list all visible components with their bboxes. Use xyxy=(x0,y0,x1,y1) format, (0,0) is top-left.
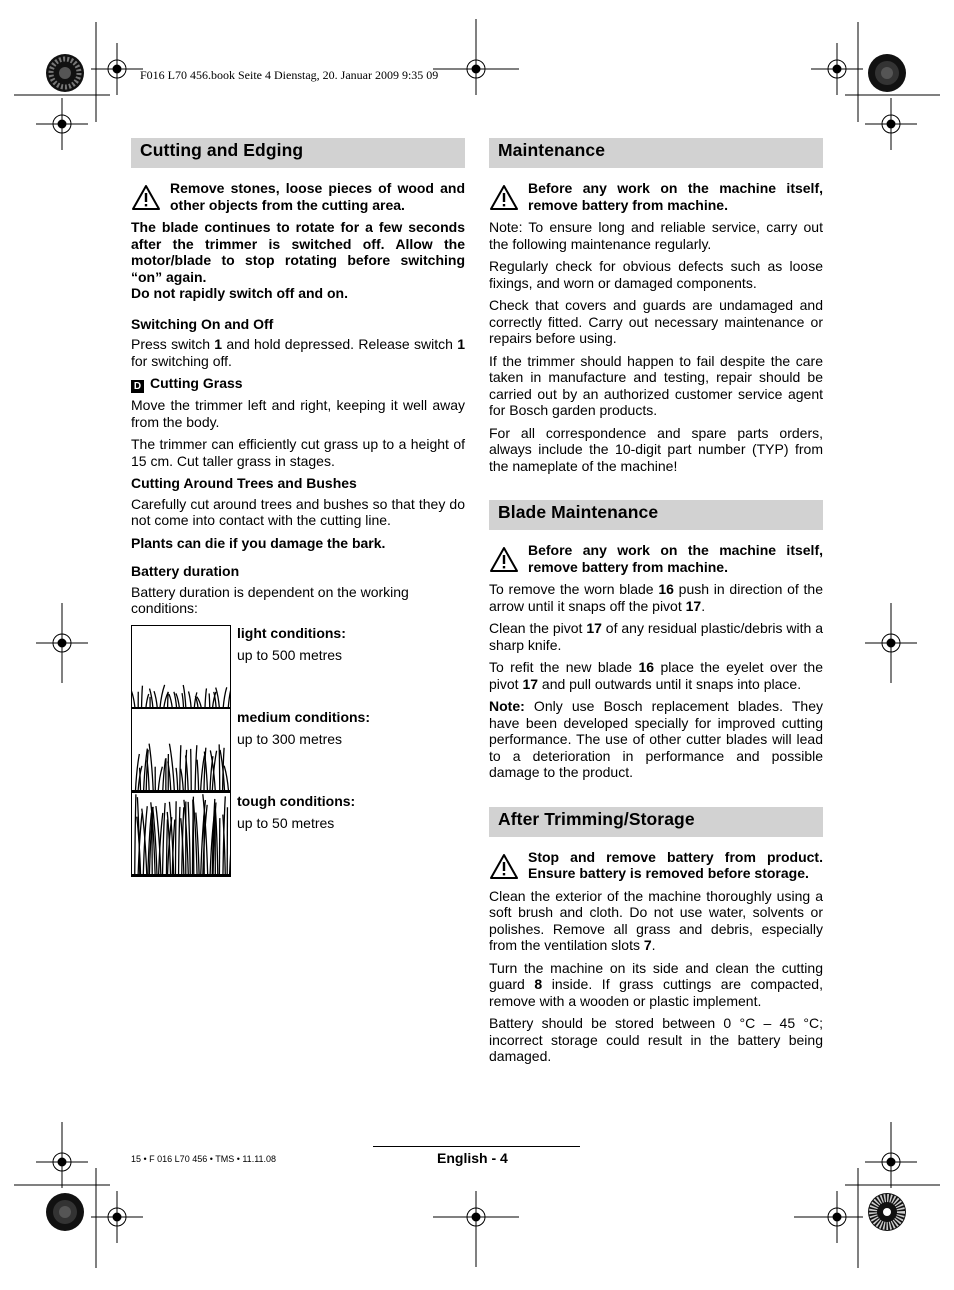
section-heading-blade-maintenance: Blade Maintenance xyxy=(489,500,823,530)
subheading-cutting-grass: D Cutting Grass xyxy=(131,375,465,393)
grass-blade xyxy=(182,693,183,708)
medium-grass-illustration xyxy=(131,709,231,793)
grass-blade xyxy=(223,687,227,708)
left-column xyxy=(131,138,465,877)
warning-text: Remove stones, loose pieces of wood and other objects from the cutting area. xyxy=(170,180,465,213)
trees-text: Carefully cut around trees and bushes so that they do not come into contact with the cutting line. xyxy=(131,495,465,528)
blade-text-3: To refit the new blade 16 place the eyelet over the pivot 17 and pull outwards until it snaps into place. xyxy=(489,659,823,692)
figure-badge: D xyxy=(131,380,144,393)
warning-text: Stop and remove battery from product. Ensure battery is removed before storage. xyxy=(528,848,823,881)
grass-blade xyxy=(163,758,166,790)
light-grass-illustration xyxy=(131,625,231,709)
warning-block xyxy=(489,180,823,213)
blade-note: Note: Only use Bosch replacement blades. They have been developed specially for improved cutting performance. The use of other cutter blades will lead to a deterioration in performance and possible damage to the product. xyxy=(489,698,823,780)
switching-text: Press switch 1 and hold depressed. Release switch 1 for switching off. xyxy=(131,336,465,369)
section-heading-storage: After Trimming/Storage xyxy=(489,807,823,837)
blade-text-1: To remove the worn blade 16 push in direction of the arrow until it snaps off the pivot 17. xyxy=(489,581,823,614)
grass-blade xyxy=(209,693,210,708)
grass-blade xyxy=(191,748,192,790)
section-heading-maintenance: Maintenance xyxy=(489,138,823,168)
condition-label: light conditions: xyxy=(237,624,346,641)
grass-blade xyxy=(219,744,220,791)
warning-triangle-icon xyxy=(489,546,519,573)
warning-text: Before any work on the machine itself, remove battery from machine. xyxy=(528,180,823,213)
print-code: 15 • F 016 L70 456 • TMS • 11.11.08 xyxy=(131,1154,277,1164)
grass-blade xyxy=(149,743,153,790)
cutting-grass-text-2: The trimmer can efficiently cut grass up to a height of 15 cm. Cut taller grass in stages. xyxy=(131,436,465,469)
condition-row-tough xyxy=(131,793,465,877)
subheading-trees: Cutting Around Trees and Bushes xyxy=(131,475,357,491)
section-heading-cutting-edging: Cutting and Edging xyxy=(131,138,465,168)
grass-blade xyxy=(154,691,157,708)
maintenance-text-3: Check that covers and guards are undamaged and correctly fitted. Carry out necessary maintenance or repairs before using. xyxy=(489,297,823,346)
condition-value: up to 500 metres xyxy=(237,647,343,663)
right-column xyxy=(489,138,823,1071)
grass-blade xyxy=(147,760,149,791)
cutting-grass-text-1: Move the trimmer left and right, keeping it well away from the body. xyxy=(131,397,465,430)
condition-label: tough conditions: xyxy=(237,792,356,809)
storage-text-1: Clean the exterior of the machine thoroughly using a soft brush and cloth. Do not use water, solvents or polishes. Remove all grass and debris, especially from the ventilation slots 7. xyxy=(489,887,823,953)
grass-blade xyxy=(158,766,162,790)
warning-block xyxy=(131,180,465,213)
grass-blade xyxy=(140,767,141,790)
bark-warning: Plants can die if you damage the bark. xyxy=(131,534,386,551)
condition-value: up to 300 metres xyxy=(237,731,343,747)
condition-value: up to 50 metres xyxy=(237,815,335,831)
warning-triangle-icon xyxy=(489,853,519,880)
condition-row-medium xyxy=(131,709,465,793)
warning-triangle-icon xyxy=(131,184,161,211)
storage-text-3: Battery should be stored between 0 °C – 45 °C; incorrect storage could result in the battery being damaged. xyxy=(489,1015,823,1064)
storage-text-2: Turn the machine on its side and clean the cutting guard 8 inside. If grass cuttings are compacted, remove with a wooden or plastic implement. xyxy=(489,959,823,1009)
grass-blade xyxy=(168,692,169,708)
grass-blade xyxy=(195,745,197,791)
grass-blade xyxy=(146,694,149,708)
battery-conditions-table xyxy=(131,625,465,877)
maintenance-text-1: Note: To ensure long and reliable service, carry out the following maintenance regularly. xyxy=(489,219,823,252)
grass-blade xyxy=(180,745,181,791)
subheading-battery: Battery duration xyxy=(131,563,240,579)
grass-blade xyxy=(189,691,192,708)
condition-row-light xyxy=(131,625,465,709)
grass-blade xyxy=(169,694,172,708)
grass-blade xyxy=(197,759,199,790)
maintenance-text-4: If the trimmer should happen to fail despite the care taken in manufacture and testing, repair should be carried out by an authorized customer service agent for Bosch garden products. xyxy=(489,352,823,418)
battery-text: Battery duration is dependent on the working conditions: xyxy=(131,583,409,616)
warning-block xyxy=(489,542,823,575)
blade-text-2: Clean the pivot 17 of any residual plastic/debris with a sharp knife. xyxy=(489,620,823,653)
grass-blade xyxy=(142,685,143,707)
grass-blade xyxy=(205,688,206,708)
condition-label: medium conditions: xyxy=(237,708,370,725)
warning-triangle-icon xyxy=(489,184,519,211)
rapid-switch-note: Do not rapidly switch off and on. xyxy=(131,285,348,301)
grass-blade xyxy=(175,801,176,875)
subheading-switching: Switching On and Off xyxy=(131,315,274,332)
blade-rotation-note: The blade continues to rotate for a few seconds after the trimmer is switched off. Allow the motor/blade to stop rotating before switching “on” again. xyxy=(131,219,465,285)
page-number: English - 4 xyxy=(437,1150,508,1166)
tough-grass-illustration xyxy=(131,793,231,877)
grass-blade xyxy=(135,794,136,875)
file-info-header: F016 L70 456.book Seite 4 Dienstag, 20. Januar 2009 9:35 09 xyxy=(140,68,439,82)
warning-block xyxy=(489,849,823,882)
maintenance-text-5: For all correspondence and spare parts orders, always include the 10-digit part number (TYP) from the nameplate of the machine! xyxy=(489,424,823,474)
footer-rule xyxy=(373,1146,580,1147)
grass-blade xyxy=(132,690,135,708)
grass-blade xyxy=(181,768,184,790)
maintenance-text-2: Regularly check for obvious defects such as loose fixings, and worn or damaged components. xyxy=(489,258,823,291)
warning-text: Before any work on the machine itself, remove battery from machine. xyxy=(528,542,823,575)
grass-blade xyxy=(179,806,180,874)
grass-blade xyxy=(176,767,178,790)
